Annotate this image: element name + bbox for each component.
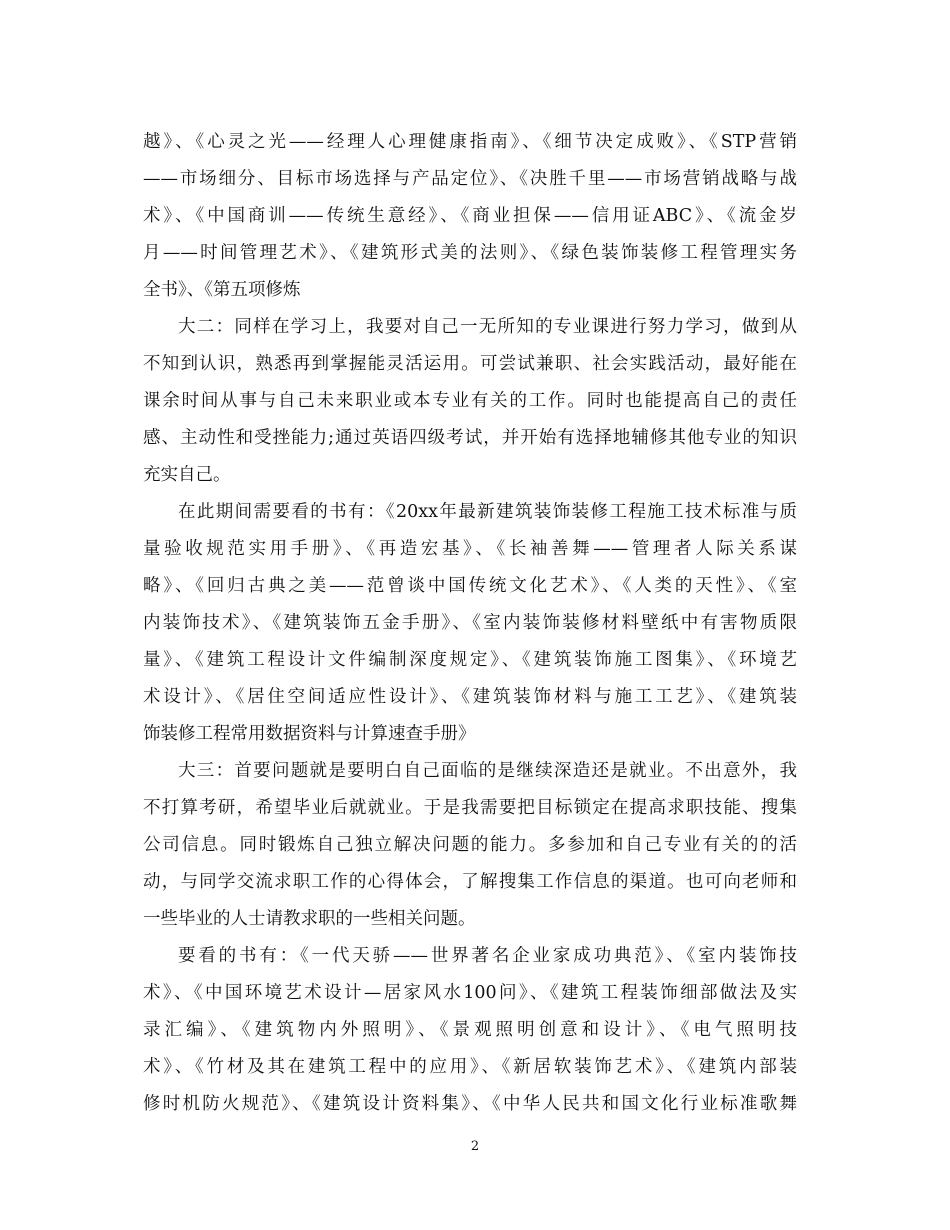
text-line: 公司信息。同时锻炼自己独立解决问题的能力。多参加和自己专业有关的的活 — [143, 835, 797, 855]
text-line: 不知到认识，熟悉再到掌握能灵活运用。可尝试兼职、社会实践活动，最好能在 — [143, 354, 797, 374]
text-line: 量》、《建筑工程设计文件编制深度规定》、《建筑装饰施工图集》、《环境艺 — [143, 650, 797, 670]
text-line: 术》、《中国环境艺术设计—居家风水100问》、《建筑工程装饰细部做法及实 — [143, 983, 797, 1003]
text-line: 越》、《心灵之光——经理人心理健康指南》、《细节决定成败》、《STP营销 — [143, 132, 797, 152]
text-line: 充实自己。 — [143, 465, 231, 485]
text-line: 全书》、《第五项修炼 — [143, 280, 301, 300]
text-line: 在此期间需要看的书有：《20xx年最新建筑装饰装修工程施工技术标准与质 — [178, 502, 797, 522]
text-line: 内装饰技术》、《建筑装饰五金手册》、《室内装饰装修材料壁纸中有害物质限 — [143, 613, 797, 633]
text-line: 不打算考研，希望毕业后就就业。于是我需要把目标锁定在提高求职技能、搜集 — [143, 798, 797, 818]
text-line: 大三：首要问题就是要明白自己面临的是继续深造还是就业。不出意外，我 — [178, 761, 797, 781]
text-line: 略》、《回归古典之美——范曾谈中国传统文化艺术》、《人类的天性》、《室 — [143, 576, 797, 596]
text-line: 录汇编》、《建筑物内外照明》、《景观照明创意和设计》、《电气照明技 — [143, 1020, 797, 1040]
text-line: 感、主动性和受挫能力;通过英语四级考试，并开始有选择地辅修其他专业的知识 — [143, 428, 797, 448]
text-line: 术》、《竹材及其在建筑工程中的应用》、《新居软装饰艺术》、《建筑内部装 — [143, 1057, 797, 1077]
text-line: 术》、《中国商训——传统生意经》、《商业担保——信用证ABC》、《流金岁 — [143, 206, 797, 226]
text-line: 大二：同样在学习上，我要对自己一无所知的专业课进行努力学习，做到从 — [178, 317, 797, 337]
text-line: 动，与同学交流求职工作的心得体会，了解搜集工作信息的渠道。也可向老师和 — [143, 872, 797, 892]
text-line: 课余时间从事与自己未来职业或本专业有关的工作。同时也能提高自己的责任 — [143, 391, 797, 411]
text-line: ——市场细分、目标市场选择与产品定位》、《决胜千里——市场营销战略与战 — [143, 169, 797, 189]
text-line: 量验收规范实用手册》、《再造宏基》、《长袖善舞——管理者人际关系谋 — [143, 539, 797, 559]
text-line: 术设计》、《居住空间适应性设计》、《建筑装饰材料与施工工艺》、《建筑装 — [143, 687, 797, 707]
text-line: 要看的书有：《一代天骄——世界著名企业家成功典范》、《室内装饰技 — [178, 946, 797, 966]
text-line: 饰装修工程常用数据资料与计算速查手册》 — [143, 724, 476, 744]
text-line: 修时机防火规范》、《建筑设计资料集》、《中华人民共和国文化行业标准歌舞 — [143, 1094, 797, 1114]
page-number: 2 — [470, 1139, 480, 1154]
text-line: 月——时间管理艺术》、《建筑形式美的法则》、《绿色装饰装修工程管理实务 — [143, 243, 797, 263]
text-line: 一些毕业的人士请教求职的一些相关问题。 — [143, 909, 476, 929]
